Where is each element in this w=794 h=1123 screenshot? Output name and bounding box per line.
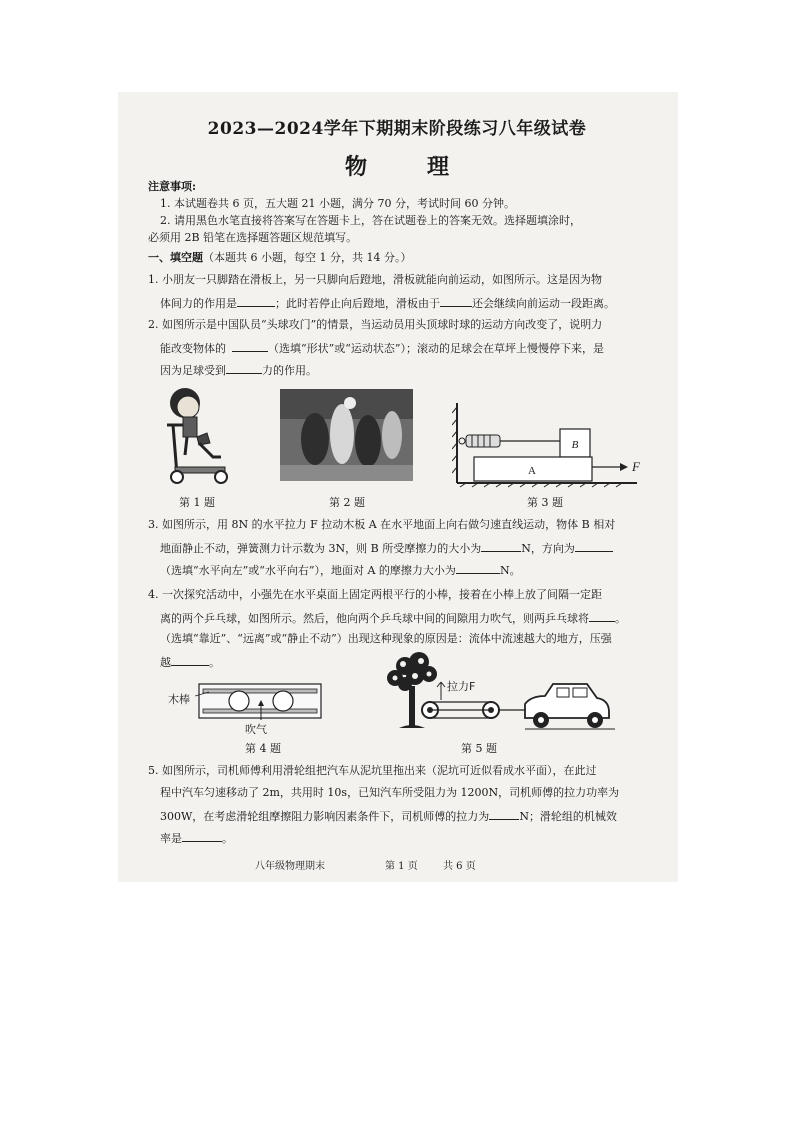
label-blow: 吹气 bbox=[245, 723, 267, 736]
answer-blank bbox=[589, 610, 615, 622]
caption-figure-1: 第 1 题 bbox=[179, 496, 215, 509]
q4-line-2 bbox=[160, 610, 626, 626]
q1-text-a: 体间力的作用是 bbox=[160, 297, 237, 310]
caption-figure-5: 第 5 题 bbox=[461, 742, 497, 755]
subject-title: 物理 bbox=[344, 154, 509, 180]
figure-2-photo bbox=[280, 389, 413, 481]
q2-line-2 bbox=[160, 340, 604, 356]
q2-text-c: 因为足球受到 bbox=[160, 364, 226, 377]
note-item-3: 必须用 2B 铅笔在选择题答题区规范填写。 bbox=[148, 231, 358, 244]
notes-heading: 注意事项: bbox=[148, 180, 197, 193]
q1-line-2 bbox=[160, 295, 615, 311]
figure-5-pulley-car bbox=[375, 652, 615, 734]
q5-line-2: 程中汽车匀速移动了 2m，共用时 10s，已知汽车所受阻力为 1200N，司机师傅的拉力功率为 bbox=[160, 786, 620, 799]
q3-text-a: 地面静止不动，弹簧测力计示数为 3N，则 B 所受摩擦力的大小为 bbox=[160, 542, 482, 555]
q1-text-b: ；此时若停止向后蹬地，滑板由于 bbox=[275, 297, 440, 310]
q3-text-d: N。 bbox=[499, 564, 521, 577]
q1-line-1: 1. 小朋友一只脚踏在滑板上，另一只脚向后蹬地，滑板就能向前运动，如图所示。这是因为物 bbox=[148, 273, 602, 286]
note-item-2: 2. 请用黑色水笔直接将答案写在答题卡上，答在试题卷上的答案无效。选择题填涂时， bbox=[160, 214, 581, 227]
q3-text-c: （选填“水平向左”或“水平向右”），地面对 A 的摩擦力大小为 bbox=[160, 564, 456, 577]
note-item-1: 1. 本试题卷共 6 页，五大题 21 小题，满分 70 分，考试时间 60 分钟。 bbox=[160, 197, 515, 210]
answer-blank bbox=[237, 295, 275, 307]
caption-figure-3: 第 3 题 bbox=[527, 496, 563, 509]
q4-text-a: 离的两个乒乓球，如图所示。然后，他向两个乒乓球中间的间隙用力吹气，则两乒乓球将 bbox=[160, 612, 589, 625]
q2-line-1: 2. 如图所示是中国队员“头球攻门”的情景，当运动员用头顶球时球的运动方向改变了，说明力 bbox=[148, 318, 603, 331]
q4-text-c: 越 bbox=[160, 656, 171, 669]
q2-text-b: （选填“形状”或“运动状态”）；滚动的足球会在草坪上慢慢停下来，是 bbox=[268, 342, 604, 355]
q2-text-a: 能改变物体的 bbox=[160, 342, 226, 355]
q3-text-b: N，方向为 bbox=[521, 542, 575, 555]
footer-exam-name: 八年级物理期末 bbox=[255, 861, 325, 872]
q4-line-4 bbox=[160, 654, 220, 670]
section-1-heading bbox=[148, 251, 411, 265]
q2-text-d: 力的作用。 bbox=[262, 364, 317, 377]
answer-blank bbox=[232, 340, 268, 352]
q3-line-1: 3. 如图所示，用 8N 的水平拉力 F 拉动木板 A 在水平地面上向右做匀速直线运动，物体 B 相对 bbox=[148, 518, 616, 531]
q5-text-c: 率是 bbox=[160, 832, 182, 845]
q5-line-4 bbox=[160, 830, 233, 846]
footer-total-pages: 共 6 页 bbox=[443, 861, 476, 872]
answer-blank bbox=[182, 830, 222, 842]
answer-blank bbox=[489, 808, 519, 820]
section-1-detail: （本题共 6 小题，每空 1 分，共 14 分。） bbox=[203, 251, 412, 264]
caption-figure-2: 第 2 题 bbox=[329, 496, 365, 509]
answer-blank bbox=[226, 362, 262, 374]
answer-blank bbox=[456, 562, 500, 574]
figure-4-pingpong bbox=[195, 682, 325, 722]
q4-text-d: 。 bbox=[209, 656, 220, 669]
q5-text-a: 300W，在考虑滑轮组摩擦阻力影响因素条件下，司机师傅的拉力为 bbox=[160, 810, 490, 823]
q4-line-1: 4. 一次探究活动中，小强先在水平桌面上固定两根平行的小棒，接着在小棒上放了间隔一定距 bbox=[148, 588, 602, 601]
label-A: A bbox=[528, 465, 536, 477]
figure-3-friction bbox=[452, 403, 642, 489]
q1-text-c: 还会继续向前运动一段距离。 bbox=[472, 297, 615, 310]
q5-text-d: 。 bbox=[222, 832, 233, 845]
answer-blank bbox=[481, 540, 521, 552]
q4-line-3: （选填“靠近”、“远离”或“静止不动”）出现这种现象的原因是：流体中流速越大的地方，压强 bbox=[160, 632, 612, 645]
caption-figure-4: 第 4 题 bbox=[245, 742, 281, 755]
answer-blank bbox=[575, 540, 613, 552]
exam-title: 2023—2024学年下期期末阶段练习八年级试卷 bbox=[207, 119, 587, 139]
q5-line-1: 5. 如图所示，司机师傅利用滑轮组把汽车从泥坑里拖出来（泥坑可近似看成水平面），在此过 bbox=[148, 764, 597, 777]
q2-line-3 bbox=[160, 362, 317, 378]
label-pull-force: 拉力F bbox=[447, 680, 476, 693]
label-B: B bbox=[571, 439, 579, 451]
answer-blank bbox=[440, 295, 472, 307]
q3-line-2 bbox=[160, 540, 613, 556]
q5-text-b: N；滑轮组的机械效 bbox=[519, 810, 617, 823]
section-1-title: 一、填空题 bbox=[148, 251, 203, 264]
label-F: F bbox=[632, 459, 640, 474]
figure-1-scooter bbox=[155, 385, 235, 485]
q3-line-3 bbox=[160, 562, 521, 578]
label-stick: 木棒 bbox=[168, 693, 190, 706]
answer-blank bbox=[171, 654, 209, 666]
q4-text-b: 。 bbox=[615, 612, 626, 625]
q5-line-3 bbox=[160, 808, 617, 824]
footer-page-number: 第 1 页 bbox=[385, 861, 418, 872]
